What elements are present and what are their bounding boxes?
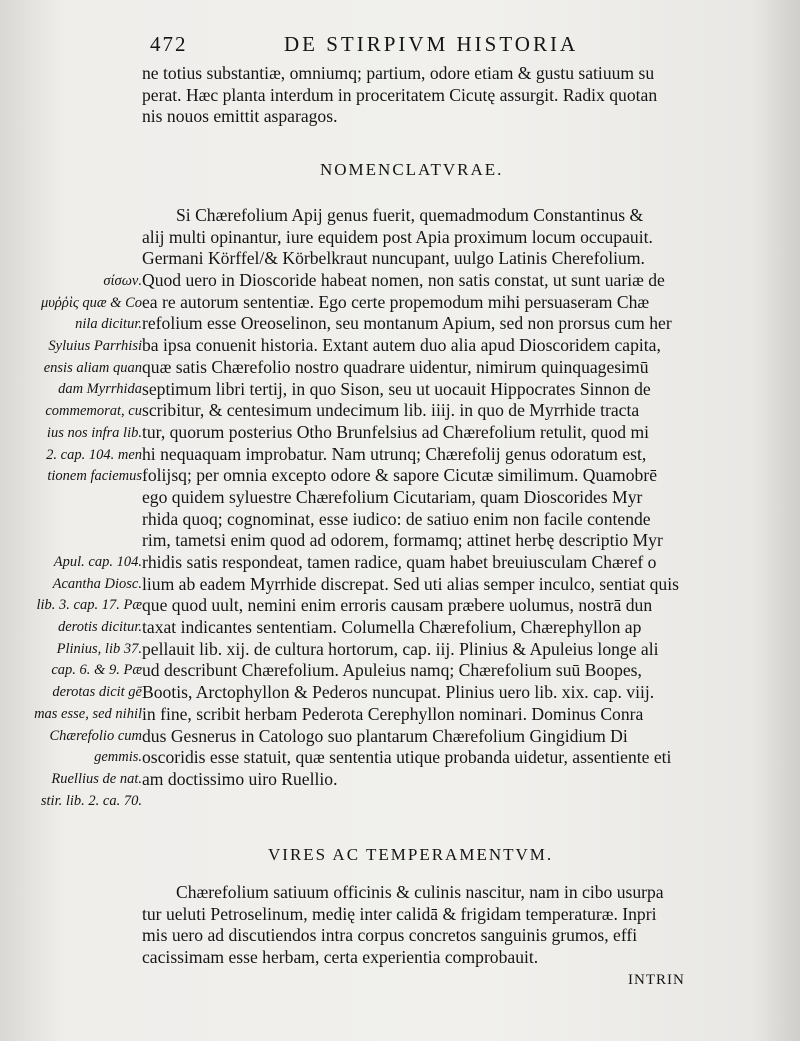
text-line: mis uero ad discutiendos intra corpus concretos sanguinis grumos, effi <box>142 925 638 946</box>
text-line: Si Chærefolium Apij genus fuerit, quemadmodum Constantinus & <box>176 205 644 225</box>
text-line: Quod uero in Dioscoride habeat nomen, non satis constat, ut sunt uariæ de <box>142 270 665 291</box>
marginal-line: stir. lib. 2. ca. 70. <box>40 792 142 809</box>
text-line: septimum libri tertij, in quo Sison, seu ut uocauit Hippocrates Sinnon de <box>142 378 651 399</box>
marginal-note-apuleius <box>30 552 142 812</box>
text-line: perat. Hæc planta interdum in proceritatem Cicutę assurgit. Radix quotan <box>142 84 658 105</box>
text-line: rim, tametsi enim quod ad odorem, formamq; attinet herbę descriptio Myr <box>142 530 663 551</box>
text-line: cacissimam esse herbam, certa experientia comprobauit. <box>142 947 539 968</box>
marginal-line: Plinius, lib 37. <box>56 640 142 657</box>
text-line: pellauit lib. xij. de cultura hortorum, cap. iij. Plinius & Apuleius longe ali <box>142 638 659 659</box>
text-line: rhida quoq; cognominat, esse iudico: de satiuo enim non facile contende <box>142 508 651 529</box>
opening-paragraph <box>142 63 770 128</box>
marginal-line: ius nos infra lib. <box>46 424 142 441</box>
section-title-nomenclaturae: NOMENCLATVRAE. <box>320 160 504 179</box>
marginal-line: ensis aliam quan <box>43 359 142 376</box>
text-line: hi nequaquam improbatur. Nam utrunq; Chærefolij genus odoratum est, <box>142 443 647 464</box>
marginal-line: Apul. cap. 104. <box>53 554 142 570</box>
vires-paragraph <box>142 882 770 969</box>
text-line: ego quidem syluestre Chærefolium Cicutariam, quam Dioscorides Myr <box>142 486 643 507</box>
marginal-line: 2. cap. 104. men <box>46 446 142 463</box>
marginal-line: σίσων. <box>103 273 142 289</box>
page-header <box>150 32 610 60</box>
text-line: tur ueluti Petroselinum, medię inter calidā & frigidam temperaturæ. Inpri <box>142 903 657 924</box>
text-line: in fine, scribit herbam Pederota Cerephyllon nominari. Dominus Conra <box>142 703 644 724</box>
marginal-line: μυῤῥὶς quæ & Co <box>40 294 142 311</box>
text-line: ea re autorum sententiæ. Ego certe propemodum mihi persuaseram Chæ <box>142 291 650 312</box>
text-line: Germani Körffel/& Körbelkraut nuncupant, uulgo Latinis Cherefolium. <box>142 248 645 269</box>
marginal-line: cap. 6. & 9. Pæ <box>51 662 142 679</box>
running-head: DE STIRPIVM HISTORIA <box>284 32 579 56</box>
text-line: am doctissimo uiro Ruellio. <box>142 768 338 789</box>
text-line: oscoridis esse statuit, quæ sententia utique probanda uidetur, assentiente eti <box>142 747 672 768</box>
text-line: nis nouos emittit asparagos. <box>142 106 338 127</box>
marginal-line: tionem faciemus <box>47 468 142 485</box>
marginal-line: mas esse, sed nihil <box>34 705 142 722</box>
catchword: INTRIN <box>628 972 685 988</box>
marginal-line: Ruellius de nat. <box>51 770 142 787</box>
text-line: tur, quorum posterius Otho Brunfelsius ad Chærefolium retulit, quod mi <box>142 421 650 442</box>
text-line: folijsq; per omnia excepto odore & sapore Cicutæ similimum. Quamobrē <box>142 465 658 486</box>
marginal-note-myrrhis <box>30 271 142 488</box>
text-line: ud describunt Chærefolium. Apuleius namq; Chærefolium suū Boopes, <box>142 660 642 681</box>
marginal-line: derotis dicitur. <box>57 619 142 636</box>
marginal-line: gemmis. <box>94 749 142 766</box>
marginal-line: Chærefolio cum <box>49 727 142 744</box>
text-line: ne totius substantiæ, omniumq; partium, odore etiam & gustu satiuum su <box>142 63 655 83</box>
marginal-line: lib. 3. cap. 17. Pæ <box>36 597 142 614</box>
text-line: que quod uult, nemini enim erroris causam præbere uolumus, nostrā dun <box>142 595 653 616</box>
text-line: alij multi opinantur, iure equidem post Apia proximum locum occupauit. <box>142 226 653 247</box>
text-line: rhidis satis respondeat, tamen radice, quam habet breuiusculam Chæref o <box>142 552 657 572</box>
nomenclature-paragraph <box>142 205 770 791</box>
marginal-line: Syluius Parrhisi <box>48 338 142 355</box>
text-line: refolium esse Oreoselinon, seu montanum Apium, sed non prorsus cum her <box>142 313 672 334</box>
marginal-line: dam Myrrhida <box>58 381 142 398</box>
text-line: quæ satis Chærefolio nostro quadrare uidentur, nimirum quinquagesimū <box>142 356 649 377</box>
marginal-line: nila dicitur. <box>75 316 142 333</box>
marginal-line: commemorat, cu <box>45 403 142 420</box>
text-line: scribitur, & centesimum undecimum lib. iiij. in quo de Myrrhide tracta <box>142 400 640 421</box>
text-line: dus Gesnerus in Catologo suo plantarum Chærefolium Gingidium Di <box>142 725 628 746</box>
section-title-vires: VIRES AC TEMPERAMENTVM. <box>268 845 554 864</box>
text-line: lium ab eadem Myrrhide discrepat. Sed uti alias semper inculco, sentiat quis <box>142 573 679 594</box>
text-line: Chærefolium satiuum officinis & culinis nascitur, nam in cibo usurpa <box>176 882 664 902</box>
text-line: taxat indicantes sententiam. Columella Chærefolium, Chærephyllon ap <box>142 617 642 638</box>
text-line: ba ipsa conuenit historia. Extant autem duo alia apud Dioscoridem capita, <box>142 335 661 356</box>
page-number: 472 <box>150 32 188 56</box>
marginal-line: derotas dicit gē <box>52 684 142 701</box>
marginal-line: Acantha Diosc. <box>52 575 142 592</box>
text-line: Bootis, Arctophyllon & Pederos nuncupat. Plinius uero lib. xix. cap. viij. <box>142 682 655 703</box>
